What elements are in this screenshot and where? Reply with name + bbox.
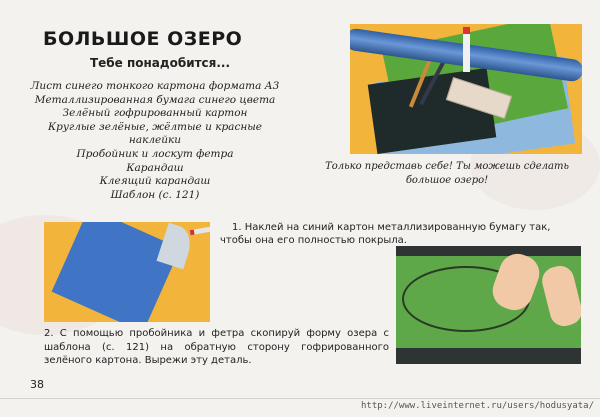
step2-photo (396, 246, 581, 364)
watermark-url: http://www.liveinternet.ru/users/hodusyata/ (361, 401, 594, 411)
materials-list-item: Зелёный гофрированный картон (62, 107, 248, 120)
divider (0, 398, 600, 399)
materials-list (30, 80, 280, 202)
materials-list-item: наклейки (128, 134, 182, 147)
materials-list-item: Круглые зелёные, жёлтые и красные (47, 120, 263, 133)
glue-stick (463, 27, 470, 72)
page-number: 38 (30, 378, 44, 391)
page-title: БОЛЬШОЕ ОЗЕРО (43, 28, 243, 50)
materials-photo (350, 24, 582, 154)
materials-list-item: Карандаш (126, 161, 184, 174)
step1-photo (44, 222, 210, 322)
materials-list-item: Лист синего тонкого картона формата А3 (30, 80, 280, 92)
photo-caption: Только представь себе! Ты можешь сделать большое озеро! (325, 161, 569, 186)
materials-list-item: Пробойник и лоскут фетра (76, 147, 234, 160)
materials-list-item: Шаблон (с. 121) (110, 188, 200, 201)
materials-heading: Тебе понадобится... (89, 56, 231, 70)
step-2-text: 2. С помощью пробойника и фетра скопируй форму озера с шаблона (с. 121) на обратную сторону гофрированного зелёного картона. Вырежи эту деталь. (44, 328, 389, 367)
materials-list-item: Клеящий карандаш (99, 175, 211, 188)
glue-stick (190, 226, 210, 235)
step-1-text (220, 221, 582, 247)
step-1-label: 1. Наклей на синий картон металлизированную бумагу так, чтобы она его полностью покрыла. (220, 222, 551, 246)
materials-list-item: Металлизированная бумага синего цвета (34, 93, 276, 106)
blue-metallic-paper (52, 222, 181, 322)
